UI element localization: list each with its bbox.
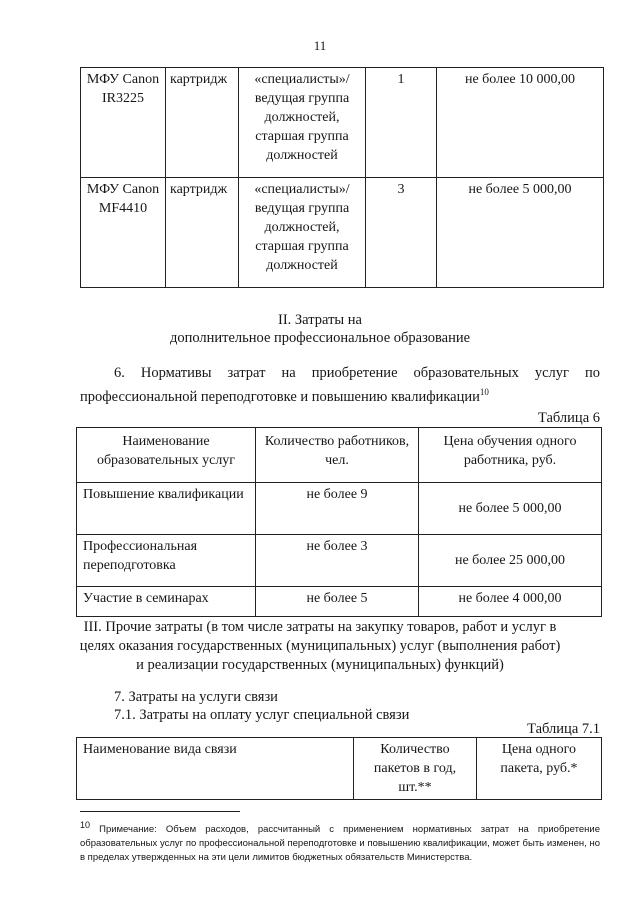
header-cell: Цена одного пакета, руб.* bbox=[477, 738, 602, 800]
table-row bbox=[81, 68, 604, 178]
cartridge-table bbox=[80, 67, 604, 288]
item-cell: картридж bbox=[166, 178, 239, 288]
paragraph-6-text: 6. Нормативы затрат на приобретение образовательных услуг по профессиональной переподготовке и повышению квалификации bbox=[80, 365, 600, 405]
paragraph-6 bbox=[80, 364, 600, 407]
price-cell bbox=[419, 535, 602, 587]
table-7-1-label: Таблица 7.1 bbox=[527, 721, 600, 737]
table-row bbox=[81, 178, 604, 288]
header-cell: Наименование вида связи bbox=[77, 738, 354, 800]
price-value: не более 5 000,00 bbox=[458, 501, 562, 516]
table-header-row bbox=[77, 738, 602, 800]
device-cell: МФУ Canon MF4410 bbox=[81, 178, 166, 288]
qty-cell: не более 5 bbox=[256, 587, 419, 617]
section-3-title-line1: III. Прочие затраты (в том числе затраты на закупку товаров, работ и услуг в bbox=[83, 619, 557, 635]
table-header-row bbox=[77, 428, 602, 483]
section-2-title-line2: дополнительное профессиональное образование bbox=[169, 330, 471, 346]
header-cell: Количество пакетов в год, шт.** bbox=[354, 738, 477, 800]
footnote-number: 10 bbox=[80, 820, 91, 830]
table-row bbox=[77, 587, 602, 617]
header-cell: Цена обучения одного работника, руб. bbox=[419, 428, 602, 483]
price-cell: не более 10 000,00 bbox=[437, 68, 604, 178]
table-6-label: Таблица 6 bbox=[537, 410, 600, 426]
qty-cell: не более 3 bbox=[256, 535, 419, 587]
footnote-text: Примечание: Объем расходов, рассчитанный с применением нормативных затрат на приобретение образовательных услуг по профессиональной переподготовке и повышению квалификации, может быть изменен, но в пределах утвержденных на эти цели лимитов бюджетных обязательств Министерства. bbox=[80, 824, 600, 864]
communication-table bbox=[76, 737, 602, 800]
device-cell: МФУ Canon IR3225 bbox=[81, 68, 166, 178]
paragraph-7-1: 7.1. Затраты на оплату услуг специальной связи bbox=[114, 707, 410, 723]
footnote-divider bbox=[80, 811, 240, 812]
section-2-title-line1: II. Затраты на bbox=[278, 312, 362, 328]
price-cell bbox=[419, 483, 602, 535]
footnote-ref[interactable]: 10 bbox=[479, 387, 489, 397]
item-cell: картридж bbox=[166, 68, 239, 178]
section-3-title-line2: целях оказания государственных (муниципальных) услуг (выполнения работ) bbox=[79, 638, 561, 654]
footnote bbox=[80, 818, 600, 865]
category-cell: «специалисты»/ ведущая группа должностей, старшая группа должностей bbox=[239, 178, 366, 288]
category-cell: «специалисты»/ ведущая группа должностей, старшая группа должностей bbox=[239, 68, 366, 178]
paragraph-7: 7. Затраты на услуги связи bbox=[114, 689, 278, 705]
price-cell: не более 4 000,00 bbox=[419, 587, 602, 617]
section-3-title-line3: и реализации государственных (муниципальных) функций) bbox=[136, 657, 504, 673]
header-cell: Количество работников, чел. bbox=[256, 428, 419, 483]
qty-cell: не более 9 bbox=[256, 483, 419, 535]
qty-cell: 1 bbox=[366, 68, 437, 178]
service-name-cell: Участие в семинарах bbox=[77, 587, 256, 617]
table-row bbox=[77, 535, 602, 587]
education-table bbox=[76, 427, 602, 617]
page-number: 11 bbox=[313, 38, 327, 53]
service-name-cell: Профессиональная переподготовка bbox=[77, 535, 256, 587]
header-cell: Наименование образовательных услуг bbox=[77, 428, 256, 483]
price-cell: не более 5 000,00 bbox=[437, 178, 604, 288]
service-name-cell: Повышение квалификации bbox=[77, 483, 256, 535]
price-value: не более 25 000,00 bbox=[454, 553, 566, 568]
qty-cell: 3 bbox=[366, 178, 437, 288]
table-row bbox=[77, 483, 602, 535]
